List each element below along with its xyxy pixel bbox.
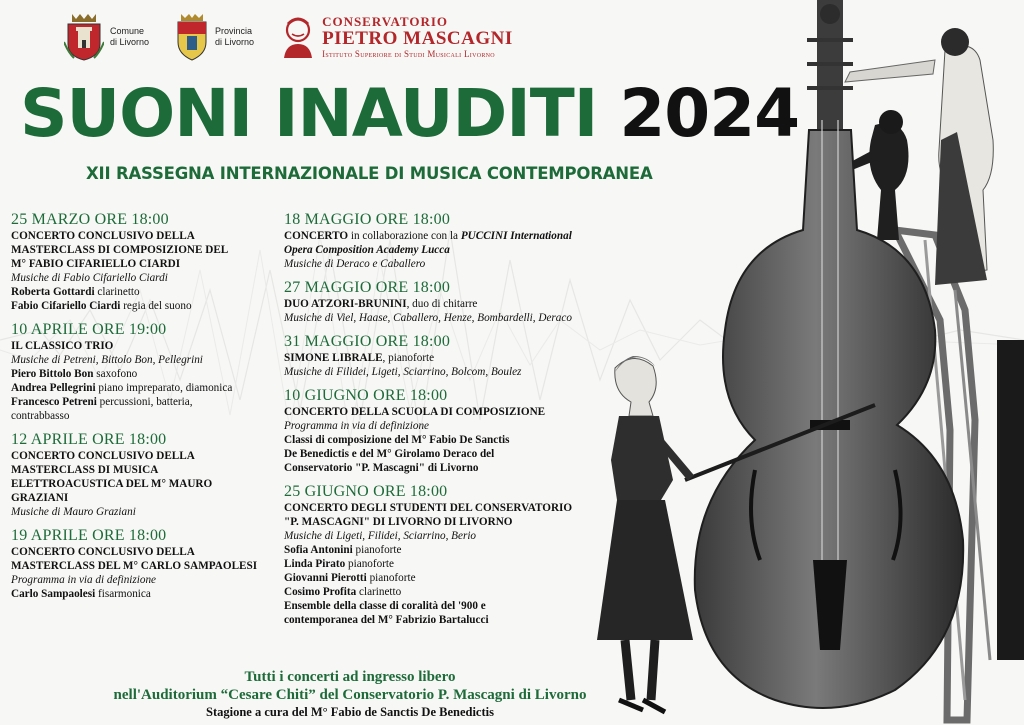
comune-crest-icon	[64, 12, 104, 62]
event-line	[11, 339, 281, 353]
event-line-text: CONCERTO CONCLUSIVO DELLA	[11, 230, 195, 242]
mascagni-portrait-icon	[280, 14, 316, 60]
event-date: 10 GIUGNO ORE 18:00	[284, 387, 448, 404]
event-line	[11, 299, 281, 313]
event-line	[284, 405, 624, 419]
event-line-text: GRAZIANI	[11, 492, 69, 504]
logo-comune-line2: di Livorno	[110, 37, 150, 47]
footer-line2: nell'Auditorium “Cesare Chiti” del Conservatorio P. Mascagni di Livorno	[113, 687, 587, 703]
event-line	[284, 311, 624, 325]
event-line	[284, 297, 624, 311]
event-line-text: De Benedictis e del M° Girolamo Deraco del	[284, 448, 495, 460]
performer-role: fisarmonica	[95, 588, 151, 600]
logos-bar	[64, 8, 513, 66]
event-line	[284, 571, 624, 585]
performer-name: Cosimo Profita	[284, 586, 357, 598]
performer-name: Roberta Gottardi	[11, 286, 95, 298]
performer-name: Fabio Cifariello Ciardi	[11, 300, 121, 312]
event-block	[11, 210, 281, 313]
event-line	[284, 351, 624, 365]
event-line	[284, 433, 624, 447]
event-line	[284, 557, 624, 571]
event-line-text: Musiche di Fabio Cifariello Ciardi	[11, 272, 168, 284]
performer-role: , pianoforte	[382, 352, 435, 364]
logo-conservatorio[interactable]	[280, 14, 513, 60]
event-line	[284, 599, 624, 613]
event-line	[11, 285, 281, 299]
event-line	[284, 419, 624, 433]
event-date: 19 APRILE ORE 18:00	[11, 527, 167, 544]
event-line	[11, 395, 281, 409]
event-line-text: MASTERCLASS DI MUSICA	[11, 464, 159, 476]
subtitle: XII RASSEGNA INTERNAZIONALE DI MUSICA CONTEMPORANEA	[86, 164, 653, 183]
event-line-text: Musiche di Petreni, Bittolo Bon, Pellegrini	[11, 354, 203, 366]
event-line	[11, 367, 281, 381]
performer-role: pianoforte	[366, 572, 416, 584]
performer-role: pianoforte	[345, 558, 395, 570]
event-block	[284, 482, 624, 627]
event-date: 31 MAGGIO ORE 18:00	[284, 333, 451, 350]
event-line-text: MASTERCLASS DEL M° CARLO SAMPAOLESI	[11, 560, 258, 572]
event-line	[11, 587, 281, 601]
event-line-text: CONCERTO CONCLUSIVO DELLA	[11, 450, 195, 462]
event-line-text: Musiche di Filidei, Ligeti, Sciarrino, Bolcom, Boulez	[284, 366, 522, 378]
performer-name: Andrea Pellegrini	[11, 382, 96, 394]
event-date: 12 APRILE ORE 18:00	[11, 431, 167, 448]
event-line-text: Programma in via di definizione	[11, 574, 157, 586]
event-date: 18 MAGGIO ORE 18:00	[284, 211, 451, 228]
logo-comune-line1: Comune	[110, 26, 145, 36]
conservatorio-line3: Istituto Superiore di Studi Musicali Livorno	[322, 48, 495, 59]
event-line	[11, 381, 281, 395]
event-line-text: CONCERTO CONCLUSIVO DELLA	[11, 546, 195, 558]
event-line	[284, 257, 624, 271]
event-date: 25 MARZO ORE 18:00	[11, 211, 169, 228]
event-line	[284, 613, 624, 627]
event-date: 10 APRILE ORE 19:00	[11, 321, 167, 338]
event-line	[11, 449, 281, 463]
event-line	[11, 243, 281, 257]
footer-line1: Tutti i concerti ad ingresso libero	[244, 669, 456, 685]
event-line	[284, 447, 624, 461]
logo-provincia-line2: di Livorno	[215, 37, 255, 47]
double-bass-photo	[595, 0, 1024, 725]
event-line-text: ELETTROACUSTICA DEL M° MAURO	[11, 478, 213, 490]
event-block	[11, 526, 281, 601]
logo-provincia-line1: Provincia	[215, 26, 253, 36]
event-block	[11, 430, 281, 519]
event-line-text: Classi di composizione del M° Fabio De Sanctis	[284, 434, 510, 446]
event-block	[284, 332, 624, 379]
event-line	[11, 257, 281, 271]
event-line	[284, 585, 624, 599]
event-date: 25 GIUGNO ORE 18:00	[284, 483, 448, 500]
event-line-text: Ensemble della classe di coralità del '900 e	[284, 600, 486, 612]
performer-name: SIMONE LIBRALE	[284, 352, 383, 364]
event-block	[284, 386, 624, 475]
performer-name: Francesco Petreni	[11, 396, 97, 408]
performer-name: CONCERTO	[284, 230, 349, 242]
title-year: 2024	[619, 75, 800, 152]
event-line	[284, 365, 624, 379]
performer-name: Giovanni Pierotti	[284, 572, 367, 584]
event-line-text: M° FABIO CIFARIELLO CIARDI	[11, 258, 181, 270]
event-line-text: Musiche di Viel, Haase, Caballero, Henze, Bombardelli, Deraco	[284, 312, 572, 324]
event-line	[284, 461, 624, 475]
conservatorio-line1: CONSERVATORIO	[322, 13, 449, 29]
event-line-text: IL CLASSICO TRIO	[11, 340, 114, 352]
performer-role: saxofono	[93, 368, 138, 380]
event-line-text: CONCERTO DEGLI STUDENTI DEL CONSERVATORIO	[284, 502, 573, 514]
performer-role: regia del suono	[120, 300, 192, 312]
event-line	[11, 573, 281, 587]
event-line	[284, 243, 624, 257]
performer-role: , duo di chitarre	[406, 298, 478, 310]
title-main: SUONI INAUDITI	[20, 75, 598, 152]
event-line	[284, 501, 624, 515]
event-line-text: "P. MASCAGNI" DI LIVORNO DI LIVORNO	[284, 516, 513, 528]
events-column-right	[284, 210, 624, 634]
event-line-text: contrabbasso	[11, 410, 70, 422]
performer-role: clarinetto	[356, 586, 402, 598]
event-line-text: Opera Composition Academy Lucca	[284, 244, 450, 256]
event-line	[11, 409, 281, 423]
footer-line3: Stagione a cura del M° Fabio de Sanctis De Benedictis	[206, 705, 494, 719]
event-line	[284, 515, 624, 529]
event-line	[11, 477, 281, 491]
performer-name: Sofia Antonini	[284, 544, 353, 556]
event-line	[11, 463, 281, 477]
event-line	[284, 229, 624, 243]
performer-name: DUO ATZORI-BRUNINI	[284, 298, 407, 310]
event-line-text: Programma in via di definizione	[284, 420, 430, 432]
performer-name: Piero Bittolo Bon	[11, 368, 94, 380]
event-date: 27 MAGGIO ORE 18:00	[284, 279, 451, 296]
performer-role: clarinetto	[94, 286, 140, 298]
event-line-emphasis: PUCCINI International	[460, 230, 572, 242]
performer-role: percussioni, batteria,	[96, 396, 193, 408]
event-line	[11, 229, 281, 243]
event-line-text: contemporanea del M° Fabrizio Bartalucci	[284, 614, 489, 626]
event-line	[284, 543, 624, 557]
performer-role: pianoforte	[352, 544, 402, 556]
performer-role: piano impreparato, diamonica	[95, 382, 233, 394]
event-line-text: Musiche di Ligeti, Filidei, Sciarrino, Berio	[284, 530, 477, 542]
event-block	[284, 210, 624, 271]
event-line	[11, 559, 281, 573]
performer-role: in collaborazione con la	[348, 230, 461, 242]
events-column-left	[11, 210, 281, 608]
logo-provincia[interactable]	[175, 12, 254, 62]
event-block	[284, 278, 624, 325]
event-line-text: Musiche di Mauro Graziani	[11, 506, 136, 518]
provincia-crest-icon	[175, 12, 209, 62]
event-line	[11, 545, 281, 559]
event-line	[11, 353, 281, 367]
event-line	[11, 271, 281, 285]
event-line	[284, 529, 624, 543]
performer-name: Carlo Sampaolesi	[11, 588, 96, 600]
logo-comune[interactable]	[64, 12, 149, 62]
event-block	[11, 320, 281, 423]
event-line	[11, 505, 281, 519]
event-line	[11, 491, 281, 505]
event-line-text: Musiche di Deraco e Caballero	[284, 258, 426, 270]
event-line-text: Conservatorio "P. Mascagni" di Livorno	[284, 462, 479, 474]
event-line-text: MASTERCLASS DI COMPOSIZIONE DEL	[11, 244, 229, 256]
conservatorio-line2: PIETRO MASCAGNI	[322, 27, 513, 49]
event-line-text: CONCERTO DELLA SCUOLA DI COMPOSIZIONE	[284, 406, 546, 418]
performer-name: Linda Pirato	[284, 558, 346, 570]
